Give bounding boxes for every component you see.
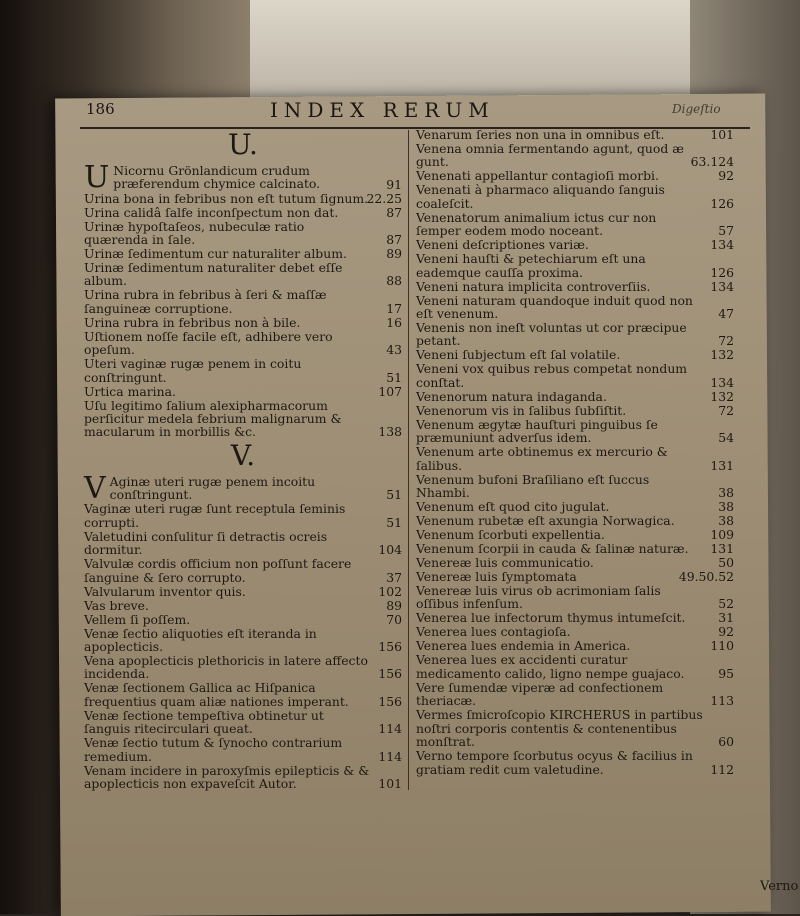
entry-text: Venereæ luis virus ob acrimoniam ſalis oſſibus infenſum.	[416, 583, 661, 612]
entry-text: Venenati appellantur contagioſi morbi.	[416, 168, 659, 184]
entry-page-ref: 31	[718, 610, 734, 626]
index-entry	[84, 220, 402, 247]
entry-text: Urina rubra in febribus à ſeri & maſſæ ſanguineæ corruptione.	[84, 287, 327, 316]
entry-text: Venenum ægytæ hauſturi pinguibus ſe præmuniunt adverſus idem.	[416, 416, 658, 446]
index-entry	[416, 584, 734, 611]
entry-text: Venena omnia fermentando agunt, quod æ gunt.	[416, 141, 684, 170]
drop-cap: V	[84, 470, 106, 506]
entry-page-ref: 107	[378, 383, 402, 399]
entry-text: Valvularum inventor quis.	[84, 583, 246, 599]
entry-page-ref: 126	[710, 264, 734, 280]
entry-text: Venarum ſeries non una in omnibus eſt.	[416, 127, 665, 142]
index-entry	[416, 128, 734, 141]
entry-text: Aginæ uteri rugæ penem incoitu conſtringunt.	[109, 473, 316, 503]
index-entry	[84, 192, 402, 205]
index-entry	[84, 681, 402, 708]
entry-text: Venereæ luis ſymptomata	[416, 569, 577, 585]
right-column	[416, 128, 734, 777]
entry-page-ref: 22.25	[366, 190, 402, 206]
index-entry	[416, 556, 734, 569]
page-number: 186	[86, 100, 115, 118]
entry-text: Venæ ſectio tutum & ſynocho contrarium remedium.	[84, 735, 343, 764]
index-entry	[84, 585, 402, 598]
index-entry	[416, 749, 734, 776]
index-entry	[84, 709, 402, 736]
entry-text: Veneni vox quibus rebus competat nondum conſtat.	[416, 361, 688, 390]
entry-page-ref: 110	[710, 638, 734, 654]
entry-text: Venenum ſcorbuti expellentia.	[416, 527, 605, 543]
entry-page-ref: 87	[386, 232, 402, 247]
entry-text: Urina rubra in febribus non à bile.	[84, 314, 301, 330]
entry-text: Urinæ ſedimentum naturaliter debet eſſe album.	[84, 260, 343, 289]
entry-text: Venereæ luis communicatio.	[416, 555, 594, 571]
index-entry	[84, 247, 402, 260]
entry-text: Venenorum vis in ſalibus ſubſiſtit.	[416, 402, 627, 418]
entry-page-ref: 47	[718, 306, 734, 322]
index-entry	[84, 357, 402, 384]
entry-page-ref: 51	[386, 514, 402, 530]
entry-text: Venæ ſectio aliquoties eſt iteranda in apoplecticis.	[84, 625, 317, 655]
index-entry	[416, 211, 734, 238]
entry-page-ref: 37	[386, 569, 402, 585]
index-entry	[84, 654, 402, 681]
entry-text: Valvulæ cordis officium non poſſunt facere ſanguine & ſero corrupto.	[84, 556, 352, 585]
entry-page-ref: 43	[386, 342, 402, 358]
running-note: Digeſtio	[672, 102, 721, 116]
entry-page-ref: 131	[710, 457, 734, 473]
index-entry	[416, 321, 734, 348]
index-entry	[416, 473, 734, 500]
index-entry	[416, 362, 734, 389]
entry-page-ref: 38	[718, 499, 734, 515]
entry-page-ref: 134	[710, 237, 734, 253]
index-entry	[416, 570, 734, 583]
index-entry	[416, 625, 734, 638]
index-entry	[416, 183, 734, 210]
entry-page-ref: 60	[718, 734, 734, 750]
entry-text: Uſu legitimo ſalium alexipharmacorum perſicitur medela febrium malignarum & macularum in morbillis &c.	[84, 397, 342, 440]
entries-v	[84, 470, 402, 792]
entry-page-ref: 113	[710, 693, 734, 709]
index-entry	[416, 238, 734, 251]
index-entry	[416, 653, 734, 680]
entry-page-ref: 126	[710, 195, 734, 211]
entry-page-ref: 88	[386, 273, 402, 289]
entry-page-ref: 54	[718, 430, 734, 446]
index-entry	[416, 514, 734, 527]
index-entry	[84, 330, 402, 357]
index-entry	[416, 528, 734, 541]
entry-page-ref: 50	[718, 555, 734, 571]
index-entry	[84, 385, 402, 398]
index-entry	[84, 316, 402, 329]
entry-page-ref: 52	[718, 596, 734, 612]
entry-text: Vas breve.	[84, 597, 149, 613]
catchword: Verno	[760, 879, 799, 894]
entry-text: Verno tempore ſcorbutus ocyus & facilius in gratiam redit cum valetudine.	[416, 748, 693, 777]
entry-text: Venenis non ineſt voluntas ut cor præcipue petant.	[416, 320, 687, 349]
index-entry	[84, 599, 402, 612]
entry-text: Venenum bufoni Braſiliano eſt ſuccus Nhambi.	[416, 471, 650, 501]
entry-page-ref: 51	[386, 487, 402, 503]
entry-text: Urinæ hypoſtaſeos, nubeculæ ratio quærenda in ſale.	[84, 218, 305, 247]
index-entry	[416, 708, 734, 748]
entry-page-ref: 109	[710, 527, 734, 543]
entry-text: Vena apoplecticis plethoricis in latere affecto incidenda.	[84, 653, 368, 682]
index-entry	[416, 418, 734, 445]
index-entry	[416, 542, 734, 555]
entry-text: Vaginæ uteri rugæ ſunt receptula ſeminis corrupti.	[84, 501, 346, 530]
entry-page-ref: 131	[710, 541, 734, 557]
index-entry	[416, 252, 734, 279]
entry-text: Venenati à pharmaco aliquando ſanguis coaleſcit.	[416, 182, 665, 211]
entry-text: Vellem ſi poſſem.	[84, 611, 191, 627]
entry-text: Veneni ſubjectum eſt ſal volatile.	[416, 347, 621, 363]
entry-page-ref: 72	[718, 402, 734, 418]
entry-page-ref: 49.50.52	[678, 569, 734, 585]
entry-page-ref: 132	[710, 388, 734, 404]
entry-page-ref: 92	[718, 624, 734, 640]
entry-text: Veneni naturam quandoque induit quod non eſt venenum.	[416, 292, 693, 322]
entry-text: Venenum arte obtinemus ex mercurio & ſalibus.	[416, 444, 668, 473]
index-entry	[84, 288, 402, 315]
entry-text: Uteri vaginæ rugæ penem in coitu conſtringunt.	[84, 356, 302, 385]
entry-text: Venæ ſectione tempeſtiva obtinetur ut ſanguis ritecirculari queat.	[84, 707, 324, 737]
entry-page-ref: 138	[378, 424, 402, 440]
index-entry	[416, 445, 734, 472]
entry-page-ref: 101	[710, 127, 734, 142]
index-entry	[84, 470, 402, 506]
entry-text: Venerea lues ex accidenti curatur medicamento calido, ligno nempe guajaco.	[416, 652, 685, 681]
entry-page-ref: 132	[710, 347, 734, 363]
entry-page-ref: 134	[710, 278, 734, 294]
index-entry	[416, 681, 734, 708]
entry-page-ref: 89	[386, 597, 402, 613]
entry-page-ref: 114	[378, 721, 402, 737]
index-entry	[84, 206, 402, 219]
entry-text: Vere ſumendæ viperæ ad confectionem theriacæ.	[416, 679, 664, 709]
section-heading-u: U.	[228, 128, 258, 161]
entry-text: Venenum ſcorpii in cauda & ſalinæ naturæ.	[416, 541, 689, 557]
entry-page-ref: 16	[386, 314, 402, 330]
entry-text: Venenatorum animalium ictus cur non ſemper eodem modo noceant.	[416, 209, 657, 239]
entry-page-ref: 17	[386, 300, 402, 316]
index-entry	[416, 404, 734, 417]
index-entry	[84, 502, 402, 529]
entry-text: Venenum eſt quod cito jugulat.	[416, 499, 610, 515]
index-entry	[416, 294, 734, 321]
entry-text: Veneni deſcriptiones variæ.	[416, 237, 589, 253]
entry-page-ref: 72	[718, 333, 734, 349]
entry-page-ref: 89	[386, 246, 402, 261]
entry-text: Venam incidere in paroxyſmis epilepticis & & apoplecticis non expaveſcit Autor.	[84, 762, 370, 792]
entry-page-ref: 51	[386, 369, 402, 385]
index-entry	[416, 280, 734, 293]
entry-page-ref: 102	[378, 583, 402, 599]
index-entry	[416, 500, 734, 513]
index-entry	[84, 530, 402, 557]
entry-text: Venenum rubetæ eſt axungia Norwagica.	[416, 513, 675, 529]
index-entry	[84, 399, 402, 439]
index-entry	[416, 611, 734, 624]
index-entry	[84, 160, 402, 195]
entry-text: Venerea lue infectorum thymus intumeſcit.	[416, 610, 686, 626]
entry-text: Nicornu Grönlandicum crudum præferendum chymice calcinato.	[113, 163, 321, 192]
entry-text: Urinæ ſedimentum cur naturaliter album.	[84, 246, 347, 261]
entry-page-ref: 91	[386, 176, 402, 192]
index-entry	[84, 613, 402, 626]
index-entry	[416, 639, 734, 652]
index-entry	[416, 169, 734, 182]
entry-text: Urina bona in febribus non eſt tutum ſignum.	[84, 190, 369, 206]
index-entry	[416, 390, 734, 403]
entry-page-ref: 114	[378, 748, 402, 764]
left-column	[84, 128, 402, 791]
entry-page-ref: 87	[386, 204, 402, 220]
column-divider	[408, 130, 409, 790]
entry-text: Venerea lues endemia in America.	[416, 638, 631, 654]
entry-page-ref: 95	[718, 665, 734, 681]
entry-page-ref: 156	[378, 693, 402, 709]
index-entry	[84, 261, 402, 288]
entry-page-ref: 134	[710, 374, 734, 390]
entries-u	[84, 160, 402, 440]
entry-page-ref: 156	[378, 639, 402, 655]
index-entry	[84, 627, 402, 654]
entries-right	[416, 128, 734, 776]
entry-text: Vermes ſmicroſcopio KIRCHERUS in partibus noſtri corporis contentis & contenentibus monſtrat.	[416, 707, 703, 750]
entry-text: Urtica marina.	[84, 383, 176, 399]
index-entry	[416, 348, 734, 361]
entry-page-ref: 112	[710, 761, 734, 777]
entry-text: Veneni hauſti & petechiarum eſt una eademque cauſſa proxima.	[416, 251, 646, 280]
entry-page-ref: 57	[718, 223, 734, 239]
entry-page-ref: 104	[378, 542, 402, 558]
running-title: INDEX RERUM	[270, 98, 495, 122]
entry-page-ref: 101	[378, 776, 402, 792]
entry-page-ref: 38	[718, 513, 734, 529]
entry-text: Venenorum natura indaganda.	[416, 388, 607, 404]
running-header	[72, 96, 772, 126]
index-entry	[84, 557, 402, 584]
entry-page-ref: 156	[378, 666, 402, 682]
entry-text: Veneni natura implicita controverſiis.	[416, 278, 651, 294]
entry-text: Venæ ſectionem Gallica ac Hiſpanica frequentius quam aliæ nationes imperant.	[84, 680, 349, 709]
entry-text: Uſtionem noſſe facile eſt, adhibere vero opeſum.	[84, 328, 333, 358]
entry-page-ref: 92	[718, 168, 734, 184]
entry-page-ref: 63.124	[690, 154, 734, 170]
entry-page-ref: 70	[386, 611, 402, 627]
index-entry	[84, 764, 402, 791]
entry-page-ref: 38	[718, 485, 734, 501]
index-entry	[416, 142, 734, 169]
entry-text: Venerea lues contagioſa.	[416, 624, 571, 640]
section-heading-v: V.	[230, 438, 256, 472]
drop-cap: U	[84, 160, 110, 195]
entry-text: Valetudini conſulitur ſi detractis ocreis dormitur.	[84, 528, 328, 558]
index-entry	[84, 736, 402, 763]
entry-text: Urina calidâ ſalfe inconſpectum non dat.	[84, 204, 339, 220]
